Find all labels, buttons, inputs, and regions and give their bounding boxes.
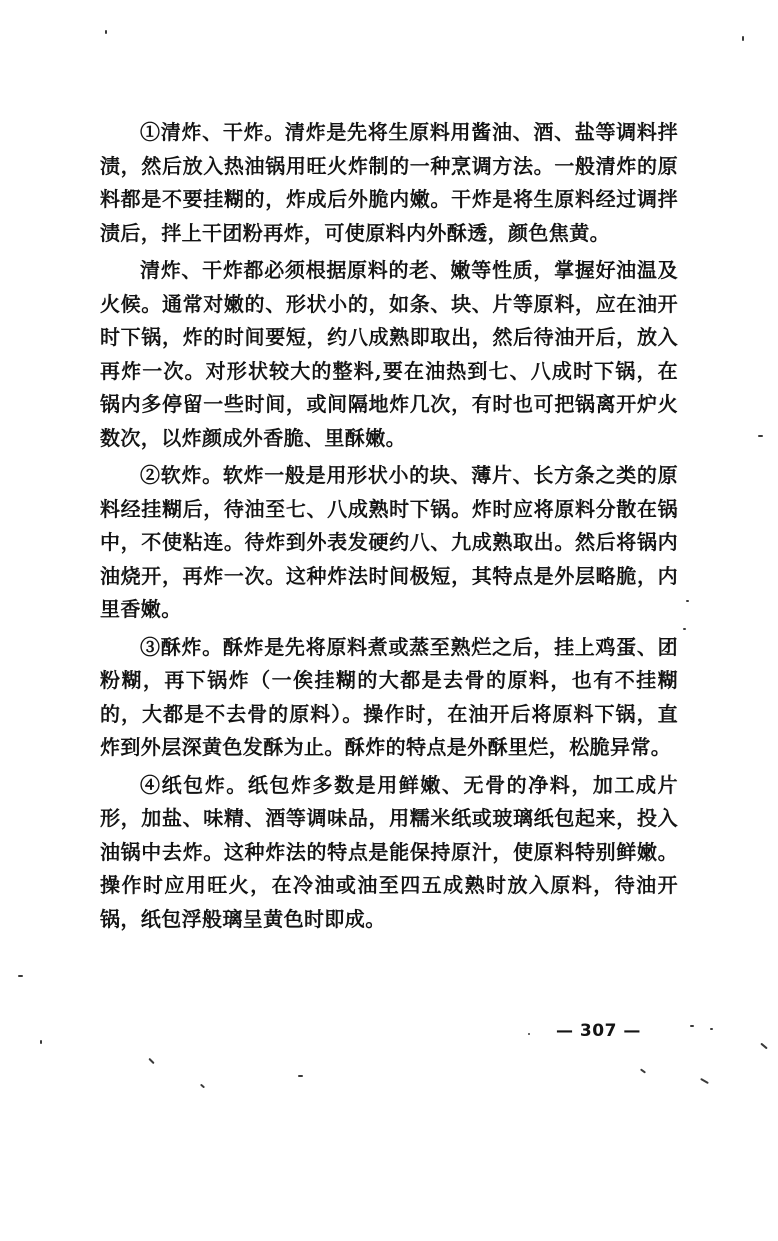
page-number: — 307 — bbox=[556, 1021, 641, 1041]
paragraph-zhi-bao-zha: ④纸包炸。纸包炸多数是用鲜嫩、无骨的净料，加工成片形，加盐、味精、酒等调味品，用糯米纸或玻璃纸包起来，投入油锅中去炸。这种炸法的特点是能保持原汁，使原料特别鲜嫩。操作时应用旺火，在冷油或油至四五成熟时放入原料，待油开锅，纸包浮般璃呈黄色时即成。 bbox=[100, 772, 678, 931]
paragraph-ruan-zha: ②软炸。软炸一般是用形状小的块、薄片、长方条之类的原料经挂糊后，待油至七、八成熟时下锅。炸时应将原料分散在锅中，不使粘连。待炸到外表发硬约八、九成熟取出。然后将锅内油烧开，再炸一次。这种炸法时间极短，其特点是外层略脆，内里香嫩。 bbox=[100, 463, 678, 621]
scan-speck bbox=[40, 1040, 42, 1044]
scan-speck bbox=[148, 1058, 154, 1064]
scan-speck bbox=[528, 1033, 530, 1035]
scan-speck bbox=[18, 975, 23, 977]
scan-speck bbox=[700, 1078, 709, 1084]
scan-speck bbox=[105, 30, 107, 34]
paragraph-qing-gan-zha: ①清炸、干炸。清炸是先将生原料用酱油、酒、盐等调料拌渍，然后放入热油锅用旺火炸制的一种烹调方法。一般清炸的原料都是不要挂糊的，炸成后外脆内嫩。干炸是将生原料经过调拌渍后，拌上干团粉再炸，可使原料内外酥透，颜色焦黄。 bbox=[100, 120, 678, 245]
scan-speck bbox=[690, 1025, 694, 1027]
scan-speck bbox=[686, 600, 689, 602]
scan-speck bbox=[760, 1043, 767, 1050]
scan-speck bbox=[298, 1075, 303, 1077]
scan-speck bbox=[683, 628, 686, 630]
paragraph-qing-gan-zha-technique: 清炸、干炸都必须根据原料的老、嫩等性质，掌握好油温及火候。通常对嫩的、形状小的，如条、块、片等原料，应在油开时下锅，炸的时间要短，约八成熟即取出，然后待油开后，放入再炸一次。对形状较大的整料,要在油热到七、八成时下锅，在锅内多停留一些时间，或间隔地炸几次，有时也可把锅离开炉火数次，以炸颜成外香脆、里酥嫩。 bbox=[100, 258, 678, 450]
scan-speck bbox=[710, 1028, 713, 1030]
paragraph-su-zha: ③酥炸。酥炸是先将原料煮或蒸至熟烂之后，挂上鸡蛋、团粉糊，再下锅炸（一俟挂糊的大都是去骨的原料，也有不挂糊的，大都是不去骨的原料）。操作时，在油开后将原料下锅，直炸到外层深黄色发酥为止。酥炸的特点是外酥里烂，松脆异常。 bbox=[100, 634, 678, 759]
scan-speck bbox=[758, 435, 763, 437]
body-text bbox=[100, 116, 678, 936]
scan-speck bbox=[742, 36, 744, 41]
scan-speck bbox=[200, 1084, 205, 1089]
scan-speck bbox=[640, 1068, 646, 1073]
